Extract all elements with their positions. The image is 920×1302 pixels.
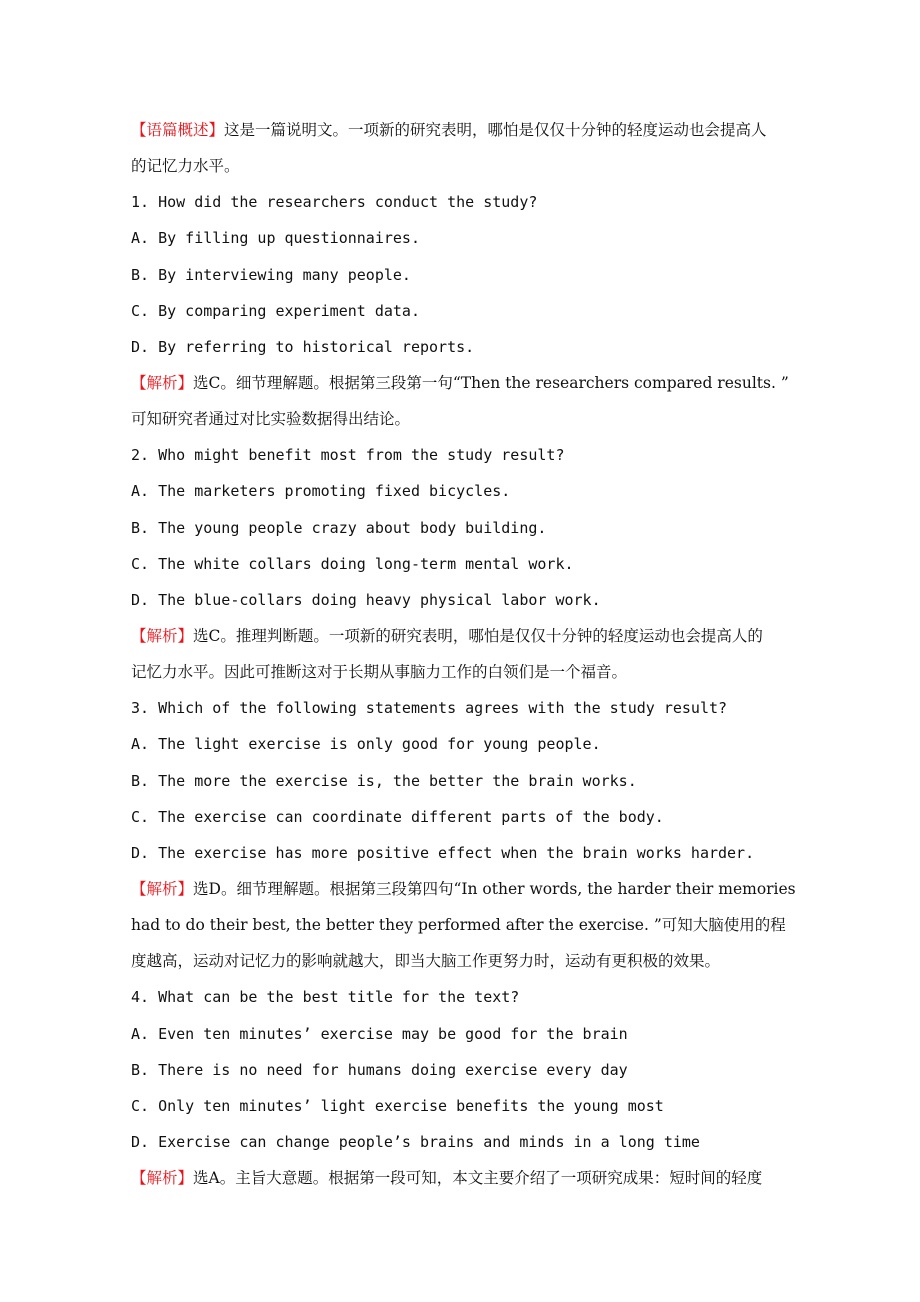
analysis-tag: 【解析】 [131,1169,194,1188]
question-block [131,437,821,690]
analysis-tag: 【解析】 [131,626,194,645]
question-stem: 4. What can be the best title for the text? [131,988,520,1007]
analysis-line [131,618,821,654]
answer-option: A. The marketers promoting fixed bicycles. [131,482,511,501]
analysis-text: 选C。细节理解题。根据第三段第一句“Then the researchers compared results. ” [193,373,789,392]
analysis-text: 选A。主旨大意题。根据第一段可知，本文主要介绍了一项研究成果：短时间的轻度 [193,1169,763,1188]
summary-tag: 【语篇概述】 [131,121,225,139]
document-page [131,112,821,1196]
analysis-text: 选D。细节理解题。根据第三段第四句“In other words, the harder their memories [193,879,796,898]
answer-option: D. The exercise has more positive effect when the brain works harder. [131,843,755,862]
answer-option: C. The exercise can coordinate different parts of the body. [131,807,664,826]
summary-text: 这是一篇说明文。一项新的研究表明，哪怕是仅仅十分钟的轻度运动也会提高人 [224,121,767,139]
analysis-line: had to do their best, the better they performed after the exercise. ”可知大脑使用的程 [131,916,786,935]
analysis-line [131,365,821,401]
answer-option: C. Only ten minutes’ light exercise benefits the young most [131,1096,664,1115]
summary-line-1 [131,112,821,148]
analysis-line: 度越高，运动对记忆力的影响就越大，即当大脑工作更努力时，运动有更积极的效果。 [131,952,721,971]
analysis-tag: 【解析】 [131,373,194,392]
question-stem: 1. How did the researchers conduct the study? [131,193,538,212]
answer-option: C. The white collars doing long-term mental work. [131,554,574,573]
question-stem: 3. Which of the following statements agrees with the study result? [131,699,728,718]
analysis-line [131,871,821,907]
answer-option: D. By referring to historical reports. [131,337,475,356]
answer-option: B. By interviewing many people. [131,265,411,284]
answer-option: A. The light exercise is only good for young people. [131,735,601,754]
question-block [131,184,821,437]
analysis-line [131,1160,821,1196]
question-stem: 2. Who might benefit most from the study result? [131,446,565,465]
answer-option: A. Even ten minutes’ exercise may be good for the brain [131,1024,628,1043]
analysis-line: 可知研究者通过对比实验数据得出结论。 [131,410,411,429]
answer-option: D. Exercise can change people’s brains and minds in a long time [131,1132,700,1151]
answer-option: B. The young people crazy about body building. [131,518,547,537]
analysis-tag: 【解析】 [131,879,194,898]
question-block [131,690,821,979]
answer-option: A. By filling up questionnaires. [131,229,420,248]
answer-option: B. The more the exercise is, the better the brain works. [131,771,637,790]
answer-option: B. There is no need for humans doing exercise every day [131,1060,628,1079]
question-block [131,979,821,1196]
answer-option: C. By comparing experiment data. [131,301,420,320]
analysis-line: 记忆力水平。因此可推断这对于长期从事脑力工作的白领们是一个福音。 [131,663,628,682]
analysis-text: 选C。推理判断题。一项新的研究表明，哪怕是仅仅十分钟的轻度运动也会提高人的 [193,626,763,645]
answer-option: D. The blue-collars doing heavy physical labor work. [131,590,601,609]
summary-line-2: 的记忆力水平。 [131,157,240,176]
